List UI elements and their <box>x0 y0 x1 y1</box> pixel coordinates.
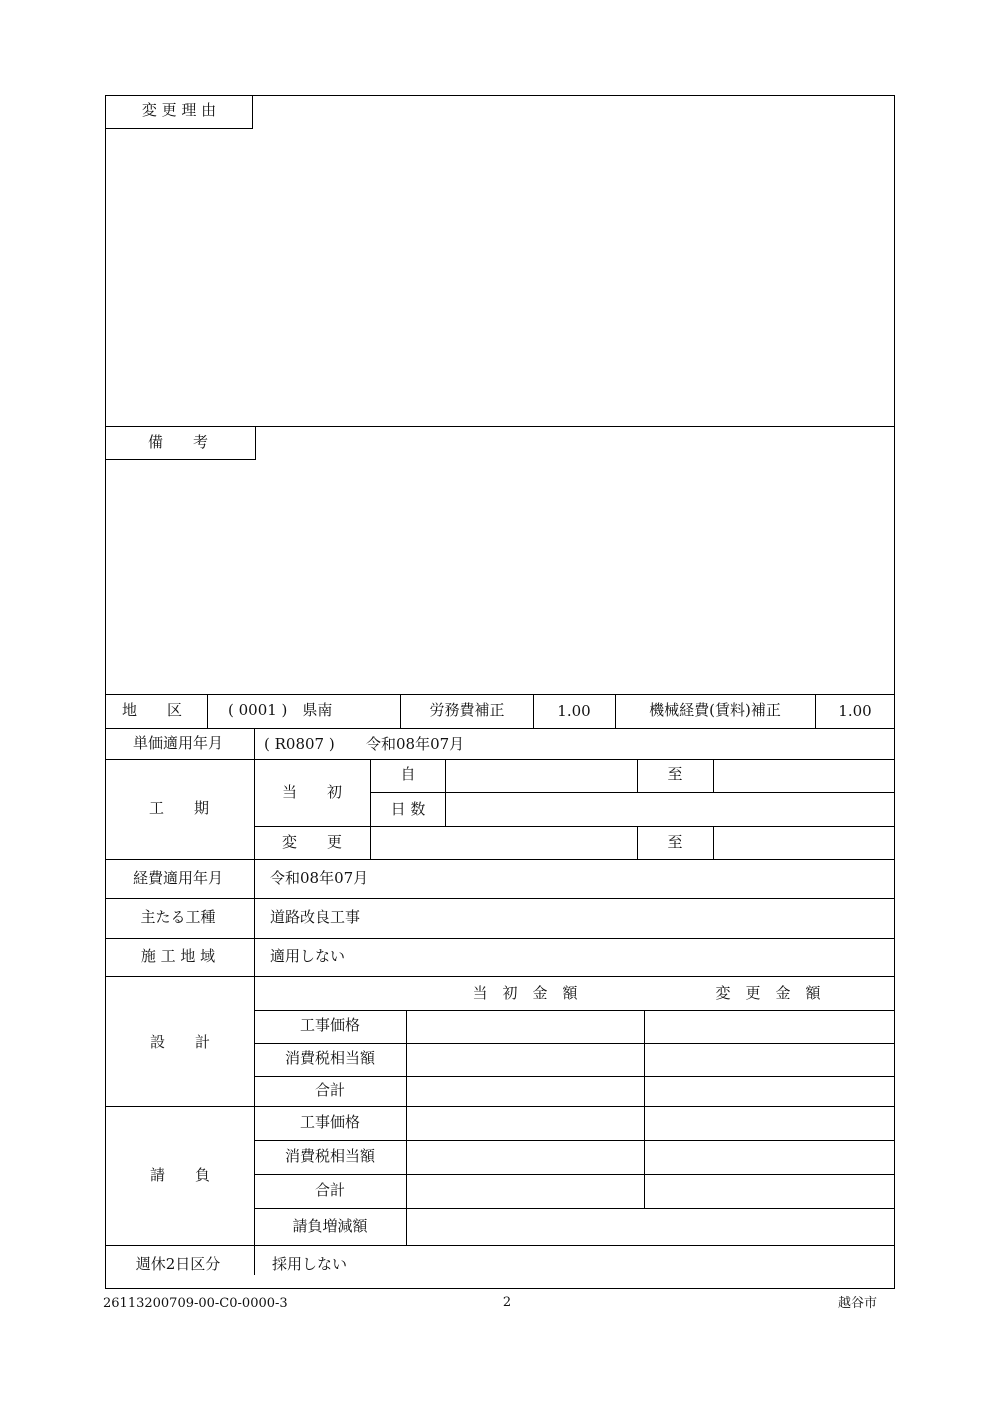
work-type-value: 道路改良工事 <box>270 908 361 926</box>
period-initial-label: 当 初 <box>281 783 343 801</box>
page-number: 2 <box>502 1295 512 1310</box>
divider <box>533 694 534 728</box>
contract-label: 請 負 <box>149 1166 211 1184</box>
divider <box>637 759 638 792</box>
divider <box>105 1106 895 1107</box>
period-days-value[interactable] <box>446 793 894 825</box>
change-reason-area[interactable] <box>253 129 893 425</box>
period-label: 工 期 <box>148 799 210 817</box>
design-row-label: 合計 <box>314 1081 346 1099</box>
machine-correction-value: 1.00 <box>838 702 872 720</box>
divider <box>105 938 895 939</box>
design-row-label: 消費税相当額 <box>284 1049 376 1067</box>
contract-row-label: 合計 <box>314 1181 346 1199</box>
divider <box>815 694 816 728</box>
divider <box>105 694 895 695</box>
divider <box>105 859 895 860</box>
divider <box>105 728 895 729</box>
period-to-label: 至 <box>667 765 683 783</box>
unit-price-code: ( R0807 ) <box>264 735 335 753</box>
area-value: 適用しない <box>270 947 346 965</box>
unit-price-label: 単価適用年月 <box>132 734 224 752</box>
divider <box>105 976 895 977</box>
labor-correction-value: 1.00 <box>557 702 591 720</box>
weekly-off-value: 採用しない <box>272 1255 348 1273</box>
divider <box>254 728 255 1275</box>
period-change-to-label: 至 <box>667 833 683 851</box>
contract-row-label: 消費税相当額 <box>284 1147 376 1165</box>
period-days-label: 日 数 <box>390 800 426 818</box>
divider <box>254 1208 895 1209</box>
divider <box>254 1174 895 1175</box>
region-value: ( 0001 ) 県南 <box>228 701 333 719</box>
changed-amount-header: 変 更 金 額 <box>715 984 821 1002</box>
period-from-label: 自 <box>400 765 416 783</box>
contract-diff-label: 請負増減額 <box>292 1217 368 1235</box>
change-reason-label: 変 更 理 由 <box>141 101 217 119</box>
divider <box>254 1076 895 1077</box>
initial-amount-header: 当 初 金 額 <box>472 984 578 1002</box>
divider <box>400 694 401 728</box>
document-id: 26113200709-00-C0-0000-3 <box>103 1296 288 1311</box>
city-name: 越谷市 <box>838 1296 878 1311</box>
divider <box>105 1245 895 1246</box>
period-change-to-value[interactable] <box>714 827 894 858</box>
period-to-value[interactable] <box>714 760 894 792</box>
weekly-off-label: 週休2日区分 <box>135 1255 221 1273</box>
unit-price-value: 令和08年07月 <box>366 735 465 753</box>
work-type-label: 主たる工種 <box>140 908 216 926</box>
machine-correction-label: 機械経費(賃料)補正 <box>649 701 781 719</box>
divider <box>615 694 616 728</box>
period-change-value[interactable] <box>371 827 636 858</box>
divider <box>207 694 208 728</box>
expense-label: 経費適用年月 <box>132 869 224 887</box>
remarks-area[interactable] <box>256 460 893 692</box>
divider <box>644 1010 645 1208</box>
divider <box>254 1010 895 1011</box>
design-row-label: 工事価格 <box>299 1016 361 1034</box>
contract-row-label: 工事価格 <box>299 1113 361 1131</box>
period-from-value[interactable] <box>446 760 636 792</box>
remarks-label: 備 考 <box>147 433 209 451</box>
design-label: 設 計 <box>149 1033 211 1051</box>
divider <box>254 1140 895 1141</box>
labor-correction-label: 労務費補正 <box>429 701 505 719</box>
divider <box>105 898 895 899</box>
expense-value: 令和08年07月 <box>270 869 369 887</box>
area-label: 施 工 地 域 <box>140 947 216 965</box>
divider <box>254 1043 895 1044</box>
period-change-label: 変 更 <box>281 833 343 851</box>
divider <box>406 1010 407 1245</box>
divider <box>637 826 638 859</box>
region-label: 地 区 <box>122 701 183 719</box>
